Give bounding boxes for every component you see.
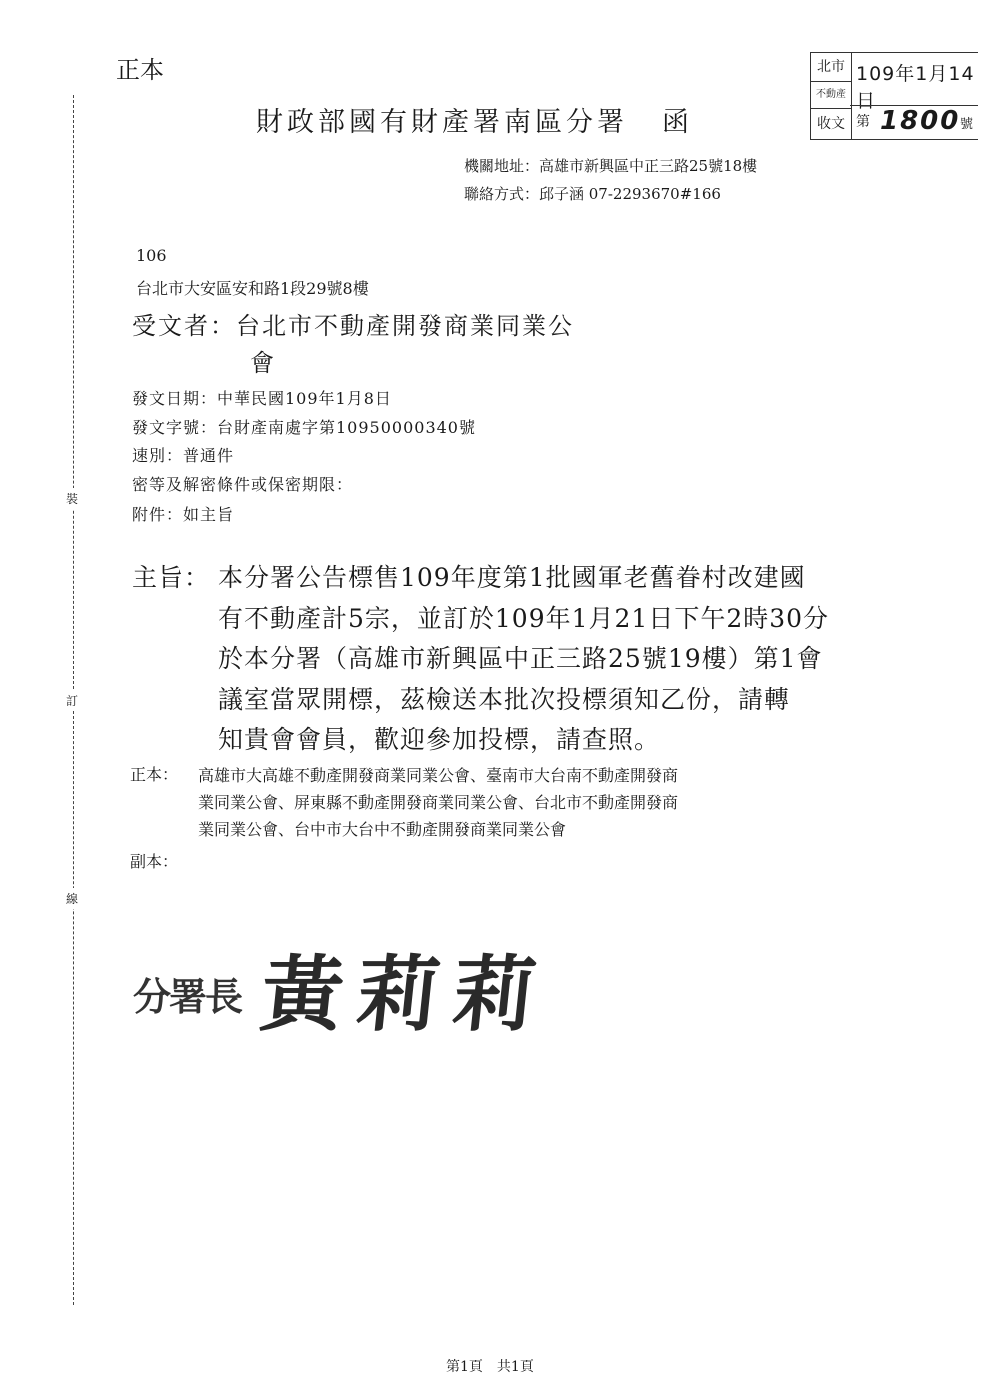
recipient-line-2: 會 (250, 349, 274, 377)
stamp-suffix: 號 (960, 117, 974, 132)
agency-name: 財政部國有財產署南區分署 (256, 107, 628, 138)
page-number: 第1頁 (446, 1359, 483, 1375)
binding-mark-xian: 線 (66, 888, 78, 909)
stamp-prefix: 第 (856, 114, 870, 130)
stamp-date: 109年1月14日 (856, 63, 975, 112)
recipient-address: 台北市大安區安和路1段29號8樓 (136, 279, 369, 298)
attachment: 附件：如主旨 (132, 505, 235, 524)
subject-line: 本分署公告標售109年度第1批國軍老舊眷村改建國 (218, 563, 806, 592)
signatory-title: 分署長 (133, 975, 242, 1019)
cc-line: 業同業公會、屏東縣不動產開發商業同業公會、台北市不動產開發商 (198, 793, 679, 812)
cc-line: 高雄市大高雄不動產開發商業同業公會、臺南市大台南不動產開發商 (198, 766, 679, 785)
subject-line: 知貴會會員，歡迎參加投標，請查照。 (218, 725, 661, 754)
subject-line: 有不動產計5宗，並訂於109年1月21日下午2時30分 (218, 603, 830, 633)
cc-recipients (198, 762, 678, 843)
agency-address: 機關地址：高雄市新興區中正三路25號18樓 (464, 157, 758, 175)
confidentiality: 密等及解密條件或保密期限： (132, 475, 354, 494)
receipt-stamp (806, 50, 978, 142)
page-total: 共1頁 (496, 1359, 534, 1375)
binding-mark-ding: 訂 (66, 690, 78, 711)
stamp-org-sub: 不動產 (811, 82, 851, 109)
stamp-org: 北市 (811, 53, 851, 82)
signature: 黃莉莉 (256, 947, 555, 1043)
issue-date: 發文日期：中華民國109年1月8日 (132, 389, 392, 408)
subject-line: 議室當眾開標，茲檢送本批次投標須知乙份，請轉 (218, 684, 791, 714)
subject-line: 於本分署（高雄市新興區中正三路25號19樓）第1會 (218, 644, 823, 673)
subject-body (218, 558, 829, 761)
recipient-line-1: 受文者：台北市不動產開發商業同業公 (132, 312, 574, 340)
stamp-dept: 收文 (817, 116, 845, 132)
duplicate-label: 副本： (130, 852, 179, 871)
postal-code: 106 (136, 246, 167, 265)
cc-label: 正本： (130, 765, 179, 784)
binding-mark-zhuang: 裝 (66, 488, 78, 509)
contact-info: 聯絡方式：邱子涵 07-2293670#166 (464, 185, 721, 203)
document-type: 函 (662, 107, 693, 138)
stamp-right-panel (850, 52, 978, 140)
page-footer (446, 1356, 534, 1376)
speed-level: 速別：普通件 (132, 446, 235, 465)
cc-line: 業同業公會、台中市大台中不動產開發商業同業公會 (198, 820, 567, 839)
subject-label: 主旨： (132, 563, 211, 592)
stamp-left-grid (810, 52, 852, 140)
copy-label-top: 正本 (116, 56, 164, 84)
document-title (256, 100, 693, 139)
document-number: 發文字號：台財產南處字第10950000340號 (132, 418, 476, 437)
stamp-number: 1800 (880, 106, 961, 136)
